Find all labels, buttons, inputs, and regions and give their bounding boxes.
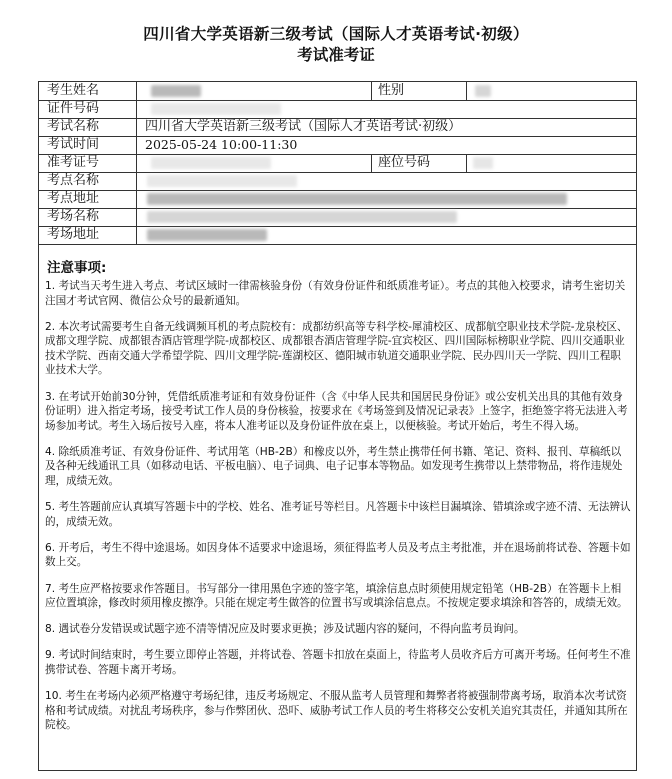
notice-item: 2. 本次考试需要考生自备无线调频耳机的考点院校有：成都纺织高等专科学校-犀浦校区、成都航空职业技术学院-龙泉校区、成都文理学院、成都银杏酒店管理学院-成都校区、成都银杏酒店管理学院-宜宾校区、四川国际标榜职业学院、四川交通职业技术学院、西南交通大学希望学院、四川文理学院-莲湖校区、德阳城市轨道交通职业学院、民办四川天一学院、四川工程职业技术大学。 [45, 320, 628, 377]
row-room-address [39, 226, 636, 245]
notice-item: 6. 开考后，考生不得中途退场。如因身体不适要求中途退场，须征得监考人员及考点主考批准，并在退场前将试卷、答题卡如数上交。 [45, 541, 631, 569]
notice-item: 7. 考生应严格按要求作答题目。书写部分一律用黑色字迹的签字笔，填涂信息点时须使用规定铅笔（HB-2B）在答题卡上相应位置填涂，修改时须用橡皮擦净。只能在规定考生做答的位置书写或填涂信息点。不按规定要求填涂和答答的，成绩无效。 [45, 582, 628, 610]
admission-ticket-frame [38, 81, 637, 771]
notice-item: 5. 考生答题前应认真填写答题卡中的学校、姓名、准考证号等栏目。凡答题卡中该栏目漏填涂、错填涂或字迹不清、无法辨认的，成绩无效。 [45, 501, 631, 528]
room-name-label: 考场名称 [39, 208, 137, 226]
ticket-label: 准考证号 [39, 154, 137, 172]
seat-label: 座位号码 [371, 154, 467, 172]
page-title: 四川省大学英语新三级考试（国际人才英语考试·初级） [143, 25, 529, 43]
site-address-label: 考点地址 [39, 190, 137, 208]
row-ticket [39, 154, 636, 173]
gender-label: 性别 [371, 82, 467, 100]
notice-item: 1. 考试当天考生进入考点、考试区域时一律需核验身份（有效身份证件和纸质准考证）。考点的其他入校要求，请考生密切关注国才考试官网、微信公众号的最新通知。 [45, 280, 626, 307]
notice-heading: 注意事项: [47, 260, 107, 276]
row-name [39, 82, 636, 101]
id-label: 证件号码 [39, 100, 137, 118]
site-name-redacted [147, 175, 297, 187]
room-name-redacted [147, 211, 457, 223]
row-site-name [39, 172, 636, 191]
room-address-label: 考场地址 [39, 226, 137, 244]
row-id [39, 100, 636, 119]
exam-name-value: 四川省大学英语新三级考试（国际人才英语考试·初级） [145, 119, 462, 134]
name-label: 考生姓名 [39, 82, 137, 100]
row-room-name [39, 208, 636, 227]
exam-time-label: 考试时间 [39, 136, 137, 154]
row-site-address [39, 190, 636, 209]
row-exam-time [39, 136, 636, 155]
seat-redacted [473, 157, 493, 169]
page-subtitle: 考试准考证 [297, 46, 375, 64]
ticket-redacted [151, 157, 271, 169]
notice-item: 4. 除纸质准考证、有效身份证件、考试用笔（HB-2B）和橡皮以外，考生禁止携带任何书籍、笔记、资料、报刊、草稿纸以及各种无线通讯工具（如移动电话、平板电脑）、电子词典、电子记事本等物品。如发现考生携带以上禁带物品，将作违规处理，成绩无效。 [45, 445, 623, 488]
notice-list [45, 279, 631, 744]
exam-name-label: 考试名称 [39, 118, 137, 136]
notice-item: 3. 在考试开始前30分钟，凭借纸质准考证和有效身份证件（含《中华人民共和国居民身份证》或公安机关出具的其他有效身份证明）进入指定考场，接受考试工作人员的身份核验，按要求在《考场签到及情况记录表》上签字，拒绝签字将无法进入考场参加考试。考生入场后按号入座，将本人准考证以及身份证件放在桌上，以便核验。考试开始后，考生不得入场。 [45, 390, 628, 432]
name-redacted [151, 85, 201, 97]
room-address-redacted [147, 229, 267, 241]
notice-item: 8. 遇试卷分发错误或试题字迹不清等情况应及时要求更换；涉及试题内容的疑问，不得向监考员询问。 [45, 623, 525, 636]
id-redacted [151, 103, 281, 115]
site-address-redacted [147, 193, 567, 205]
notice-item: 9. 考试时间结束时，考生要立即停止答题，并将试卷、答题卡扣放在桌面上，待监考人员收齐后方可离开考场。任何考生不准携带试卷、答题卡离开考场。 [45, 649, 631, 676]
exam-time-value: 2025-05-24 10:00-11:30 [145, 137, 298, 152]
row-exam-name [39, 118, 636, 137]
gender-redacted [475, 85, 491, 97]
notice-item: 10. 考生在考场内必须严格遵守考场纪律，违反考场规定、不服从监考人员管理和舞弊者将被强制带离考场，取消本次考试资格和考试成绩。对扰乱考场秩序，参与作弊团伙、恐吓、威胁考试工作人员的考生将移交公安机关追究其责任，并通知其所在院校。 [45, 689, 628, 732]
site-name-label: 考点名称 [39, 172, 137, 190]
